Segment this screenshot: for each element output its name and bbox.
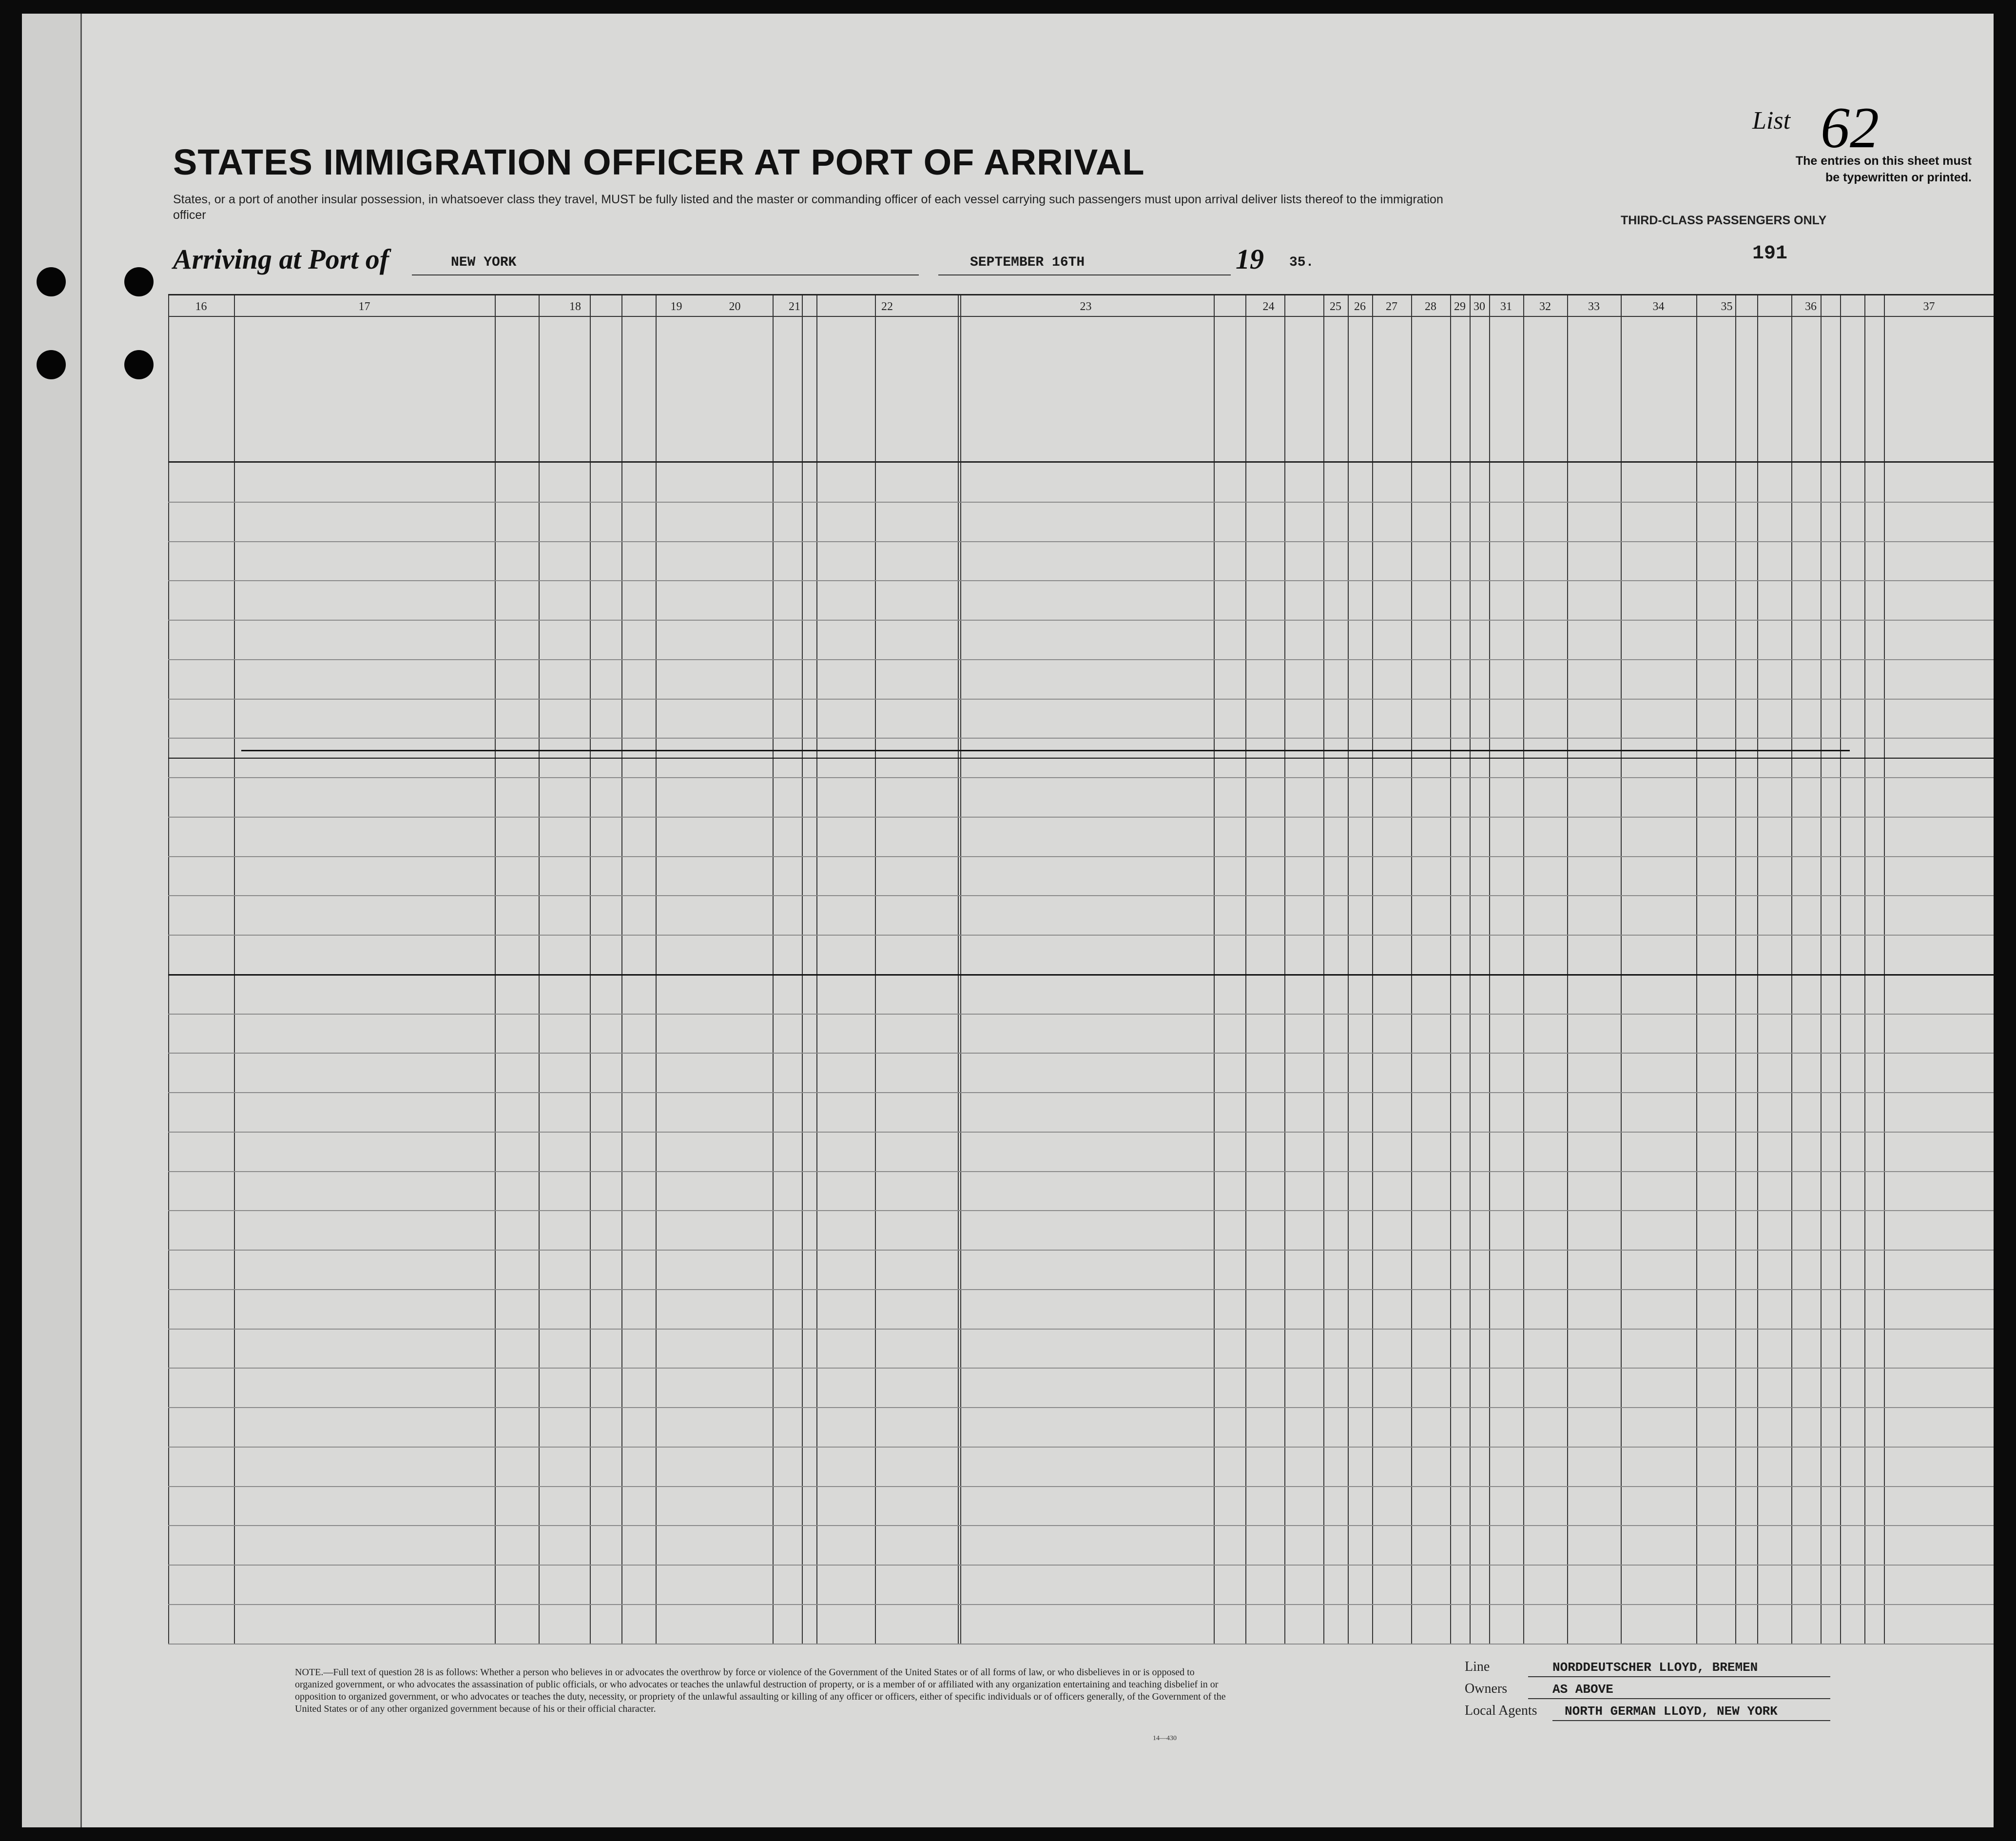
column-rule	[656, 295, 657, 1644]
row-rule	[168, 1525, 1994, 1526]
column-rule	[875, 295, 876, 1644]
row-rule	[168, 1644, 1994, 1645]
arrival-port: NEW YORK	[451, 255, 517, 270]
manifest-sheet	[22, 14, 1994, 1827]
header-height	[1623, 347, 1696, 359]
row-rule	[168, 659, 1994, 660]
port-underline	[412, 274, 919, 275]
header-purpose	[1216, 330, 1321, 354]
column-number: 32	[1539, 300, 1551, 313]
header-money	[775, 325, 814, 456]
column-number: 37	[1923, 300, 1935, 313]
column-rule	[1864, 295, 1865, 1644]
column-number: 24	[1262, 300, 1275, 313]
header-purpose-a	[1216, 359, 1244, 459]
header-purpose-c	[1285, 359, 1319, 459]
header-q29	[1452, 325, 1469, 459]
column-rule	[1489, 295, 1490, 1644]
line-label: Line	[1465, 1659, 1490, 1674]
row-rule	[168, 502, 1994, 503]
header-joining	[977, 378, 1211, 442]
header-polygamist	[1350, 325, 1372, 459]
column-rule	[1284, 295, 1285, 1644]
column-rule	[1567, 295, 1568, 1644]
agents-underline	[1552, 1720, 1830, 1721]
column-rule	[773, 295, 774, 1644]
column-rule	[1470, 295, 1471, 1644]
punch-hole	[124, 267, 154, 296]
column-rule	[1214, 295, 1215, 1644]
column-number: 19	[670, 300, 682, 313]
header-purpose-b	[1247, 359, 1281, 459]
row-rule	[168, 895, 1994, 896]
header-q28	[1413, 325, 1449, 459]
column-rule	[168, 295, 169, 1644]
row-rule	[168, 1250, 1994, 1251]
column-number: 35	[1721, 300, 1733, 313]
line-underline	[1528, 1676, 1830, 1677]
row-rule	[168, 541, 1994, 542]
row-rule	[168, 1210, 1994, 1211]
header-inches	[1660, 383, 1689, 456]
row-rule	[168, 699, 1994, 700]
column-number: 16	[195, 300, 207, 313]
row-rule	[168, 1407, 1994, 1408]
column-rule	[1621, 295, 1622, 1644]
header-if-yes	[851, 356, 1007, 367]
list-number: 62	[1821, 95, 1879, 160]
row-rule	[168, 1565, 1994, 1566]
column-rule	[1840, 295, 1841, 1644]
header-paid-by	[699, 364, 770, 398]
column-number: 18	[569, 300, 581, 313]
column-rule	[1245, 295, 1246, 1644]
column-rule	[1450, 295, 1451, 1644]
row-rule	[168, 1092, 1994, 1093]
column-rule	[1372, 295, 1373, 1644]
page-title: STATES IMMIGRATION OFFICER AT PORT OF ARRIVAL	[173, 142, 1145, 182]
row-rule	[168, 1368, 1994, 1369]
column-number: 23	[1080, 300, 1092, 313]
column-number: 34	[1652, 300, 1665, 313]
agents-label: Local Agents	[1465, 1703, 1537, 1718]
header-marks	[1864, 378, 1991, 408]
row-rule	[168, 1053, 1994, 1054]
column-number: 33	[1588, 300, 1600, 313]
header-before-us-note	[817, 347, 1008, 357]
column-rule	[958, 295, 959, 1644]
column-number: 17	[358, 300, 370, 313]
header-joining-num	[1070, 434, 1119, 447]
row-rule	[168, 1447, 1994, 1448]
entries-note-line-2: be typewritten or printed.	[1825, 171, 1972, 184]
header-final-dest-note	[495, 344, 656, 356]
row-rule	[168, 1486, 1994, 1487]
row-rule	[168, 620, 1994, 621]
header-foreign-country	[496, 388, 538, 456]
column-rule	[1696, 295, 1697, 1644]
column-rule	[802, 295, 803, 1644]
header-before-us	[817, 317, 1008, 347]
header-deformed	[1570, 344, 1621, 417]
column-number: 21	[789, 300, 800, 313]
column-number: 20	[729, 300, 741, 313]
header-ever-prison	[1325, 325, 1347, 459]
entries-note-line-1: The entries on this sheet must	[1795, 154, 1972, 168]
subtitle-instructions: States, or a port of another insular possession, in whatsoever class they travel, MUST be fully listed and the master or commanding officer of each vessel carrying such passengers must upon arrival deliver lists thereof to the immigration officer	[173, 193, 1443, 222]
footnote-q28: NOTE.—Full text of question 28 is as follows: Whether a person who believes in or advocates the overthrow by force or violence of the Government of the United States or of all forms of law, or who disbelieves in or is opposed to organized government, or who advocates the assassination of public officials, or who advocates or teaches the unlawful destruction of property, or is a member of or affiliated with any organization entertaining and teaching disbelief in or opposition to organized government, or who advocates or teaches the duty, necessity, or propriety of the unlawful assaulting or killing of any officer or officers, either of specific individuals or of officers generally, of the Government of the United States or of any other organized government because of his or their official character.	[295, 1667, 1226, 1714]
manifest-table	[168, 294, 1994, 1644]
column-rule	[495, 295, 496, 1644]
row-rule	[168, 817, 1994, 818]
header-health	[1526, 359, 1567, 417]
row-rule	[168, 1329, 1994, 1330]
punch-hole	[37, 267, 66, 296]
header-final-dest	[495, 332, 656, 344]
punch-hole	[124, 350, 154, 379]
row-rule	[168, 1604, 1994, 1605]
column-rule	[1411, 295, 1412, 1644]
arrival-year: 35.	[1289, 255, 1314, 270]
header-bottom-rule	[168, 461, 1994, 463]
column-rule	[1821, 295, 1822, 1644]
header-anarchist	[1374, 325, 1408, 459]
header-complexion	[1696, 373, 1735, 403]
column-rule	[1523, 295, 1524, 1644]
punch-hole	[37, 350, 66, 379]
row-rule	[168, 935, 1994, 936]
column-rule	[1757, 295, 1758, 1644]
column-number: 28	[1425, 300, 1436, 313]
column-number: 26	[1354, 300, 1366, 313]
header-in-usa	[540, 364, 655, 388]
agents-value: NORTH GERMAN LLOYD, NEW YORK	[1565, 1704, 1778, 1719]
column-rule	[234, 295, 235, 1644]
header-q30	[1471, 325, 1488, 459]
header-relative	[241, 376, 487, 449]
column-rule	[1348, 295, 1349, 1644]
row-rule	[168, 1289, 1994, 1290]
row-rule	[168, 777, 1994, 778]
column-rule	[1323, 295, 1324, 1644]
header-feet	[1626, 383, 1655, 456]
header-year-period	[848, 388, 887, 432]
header-no-on-list	[171, 354, 232, 427]
row-rule	[168, 738, 1994, 739]
cancel-strike	[241, 750, 1850, 751]
owners-underline	[1528, 1698, 1830, 1699]
column-rule	[816, 295, 817, 1644]
column-rule	[621, 295, 622, 1644]
header-eyes	[1794, 408, 1823, 420]
column-number: 22	[881, 300, 893, 313]
column-rule	[1884, 295, 1885, 1644]
row-rule	[168, 580, 1994, 581]
arrival-date: SEPTEMBER 16TH	[970, 255, 1085, 270]
header-ticket	[658, 325, 692, 456]
form-number: 14—430	[1153, 1735, 1177, 1742]
header-hair	[1757, 408, 1791, 420]
column-rule	[590, 295, 591, 1644]
column-number: 29	[1454, 300, 1466, 313]
group-rule	[168, 974, 1994, 976]
year-prefix: 19	[1236, 243, 1264, 275]
header-q31	[1491, 325, 1522, 459]
cancel-strike	[168, 758, 1994, 759]
header-state	[540, 415, 583, 427]
column-rule	[960, 295, 961, 1644]
header-paid-by-note	[698, 400, 772, 459]
arriving-label: Arriving at Port of	[173, 243, 389, 275]
column-number: 25	[1330, 300, 1341, 313]
subtitle-class: THIRD-CLASS PASSENGERS ONLY	[1621, 214, 1827, 227]
entries-note	[1699, 153, 1972, 186]
column-rule	[539, 295, 540, 1644]
row-rule	[168, 1132, 1994, 1133]
line-value: NORDDEUTSCHER LLOYD, BREMEN	[1552, 1660, 1758, 1675]
header-color-of	[1738, 344, 1860, 356]
row-rule	[168, 856, 1994, 857]
header-where	[890, 405, 938, 417]
page-number: 191	[1752, 243, 1788, 265]
left-margin-strip	[22, 14, 82, 1827]
header-date-last-dep	[943, 388, 982, 432]
list-label: List	[1752, 107, 1791, 135]
column-rule	[1791, 295, 1792, 1644]
column-number: 30	[1473, 300, 1485, 313]
date-underline	[938, 274, 1231, 275]
column-number: 27	[1386, 300, 1397, 313]
column-rule	[1735, 295, 1736, 1644]
column-number: 31	[1500, 300, 1512, 313]
column-number: 36	[1805, 300, 1817, 313]
header-city	[583, 415, 655, 427]
owners-label: Owners	[1465, 1681, 1508, 1696]
header-yes-no	[817, 393, 847, 422]
row-rule	[168, 1014, 1994, 1015]
header-rule	[168, 316, 1994, 317]
row-rule	[168, 1171, 1994, 1172]
owners-value: AS ABOVE	[1552, 1682, 1613, 1697]
